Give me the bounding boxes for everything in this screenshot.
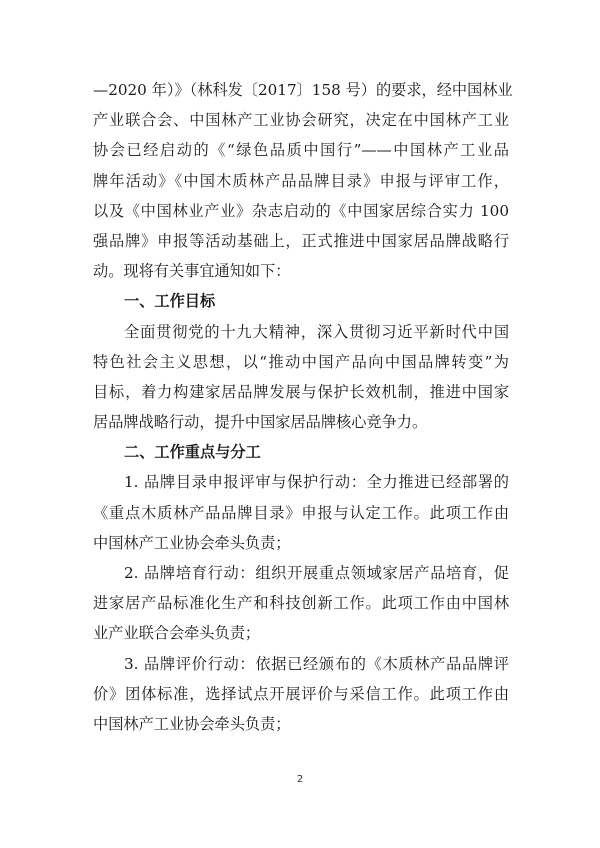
paragraph-line: 特色社会主义思想，以“推动中国产品向中国品牌转变”为 (93, 352, 509, 371)
list-item-1: 1. 品牌目录申报评审与保护行动：全力推进已经部署的 (124, 473, 509, 492)
paragraph-line: —2020 年）》（林科发〔2017〕158 号）的要求，经中国林业 (93, 81, 513, 99)
paragraph-line: 产业联合会、中国林产工业协会研究，决定在中国林产工业 (93, 111, 509, 130)
list-item-2: 2. 品牌培育行动：组织开展重点领域家居产品培育，促 (124, 564, 509, 582)
paragraph-line: 强品牌》申报等活动基础上，正式推进中国家居品牌战略行 (93, 231, 509, 250)
paragraph-line: 居品牌战略行动，提升中国家居品牌核心竞争力。 (93, 413, 428, 432)
page-number: 2 (296, 774, 304, 785)
paragraph-line: 《重点木质林产品品牌目录》申报与认定工作。此项工作由 (93, 503, 509, 522)
paragraph-line: 全面贯彻党的十九大精神，深入贯彻习近平新时代中国 (124, 322, 509, 341)
paragraph-line: 动。现将有关事宜通知如下： (93, 262, 291, 281)
paragraph-line: 协会已经启动的《“绿色品质中国行”——中国林产工业品 (93, 141, 509, 160)
paragraph-line: 牌年活动》《中国木质林产品品牌目录》申报与评审工作， (93, 171, 509, 190)
paragraph-line: 中国林产工业协会牵头负责； (93, 714, 291, 733)
paragraph-line: 目标，着力构建家居品牌发展与保护长效机制，推进中国家 (93, 382, 509, 401)
paragraph-line: 以及《中国林业产业》杂志启动的《中国家居综合实力 100 (93, 201, 509, 220)
section-heading-priorities: 二、工作重点与分工 (124, 443, 261, 462)
paragraph-line: 进家居产品标准化生产和科技创新工作。此项工作由中国林 (93, 594, 509, 613)
section-heading-goals: 一、工作目标 (124, 292, 216, 311)
paragraph-line: 中国林产工业协会牵头负责； (93, 533, 291, 552)
document-body (93, 75, 513, 739)
list-item-3: 3. 品牌评价行动：依据已经颁布的《木质林产品品牌评 (124, 654, 509, 673)
paragraph-line: 业产业联合会牵头负责； (93, 624, 261, 643)
paragraph-line: 价》团体标准，选择试点开展评价与采信工作。此项工作由 (93, 684, 509, 703)
